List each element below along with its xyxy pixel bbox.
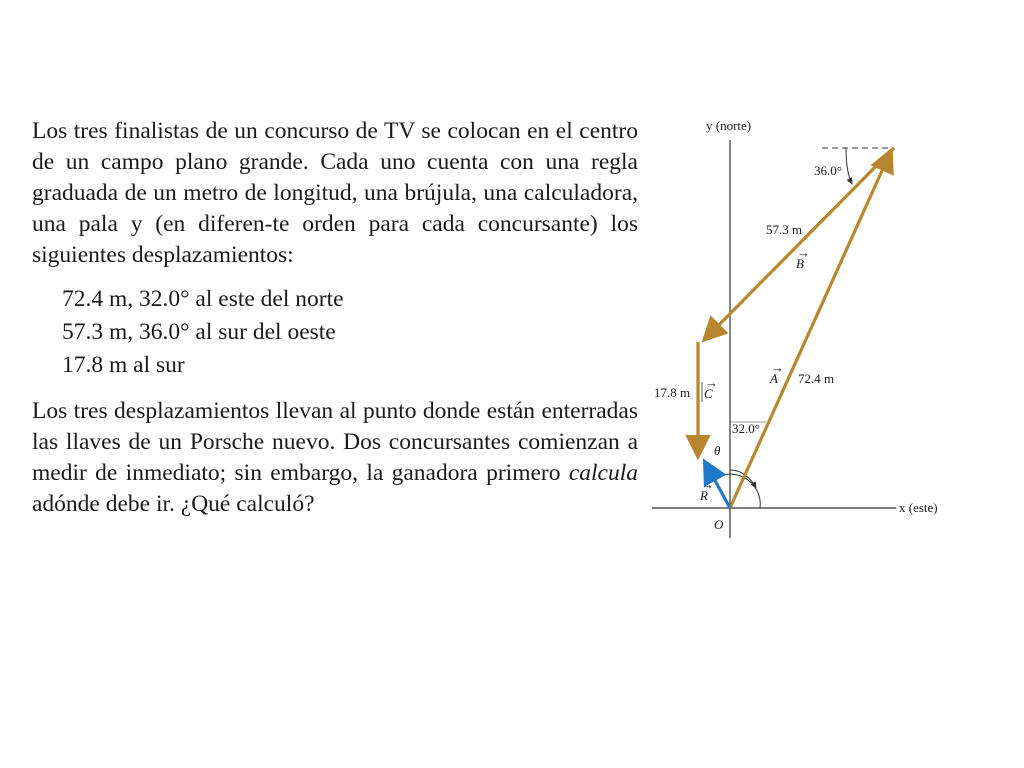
vector-A-label: A	[770, 371, 778, 386]
vector-A-arrow	[730, 153, 890, 508]
vector-C-arrowmark: →	[705, 375, 718, 390]
y-axis-label: y (norte)	[706, 118, 752, 133]
displacement-list	[62, 283, 638, 382]
vector-diagram	[650, 110, 950, 550]
angle-arc-theta	[710, 474, 760, 508]
angle-B-label: 36.0°	[814, 163, 842, 178]
question-emphasis: calcula	[568, 460, 638, 486]
magnitude-C-label: 17.8 m	[654, 385, 691, 400]
vector-B-label: B	[796, 256, 804, 271]
angle-A-label: 32.0°	[732, 421, 760, 436]
magnitude-B-label: 57.3 m	[766, 222, 803, 237]
origin-label: O	[714, 517, 724, 532]
vector-B-arrow	[706, 148, 894, 338]
problem-paragraph-intro: Los tres finalistas de un concurso de TV se colocan en el centro de un campo plano grande. Cada uno cuenta con una regla graduada de un metro de longitud, una brújula, una calculadora, una pala y (en diferen-te orden para cada concursante) los siguientes desplazamientos:	[32, 118, 638, 268]
question-text-end: adónde debe ir. ¿Qué calculó?	[32, 491, 315, 517]
vector-C-label: C	[704, 386, 713, 401]
displacement-item-b: 57.3 m, 36.0° al sur del oeste	[62, 319, 336, 345]
vector-B-arrowmark: →	[797, 245, 810, 260]
magnitude-A-label: 72.4 m	[798, 371, 835, 386]
vector-R-label: R	[700, 488, 708, 503]
displacement-item-a: 72.4 m, 32.0° al este del norte	[62, 286, 344, 312]
angle-arc-B	[846, 148, 852, 184]
x-axis-label: x (este)	[899, 500, 938, 515]
question-text-start: Los tres desplazamientos llevan al punto donde están enterradas las llaves de un Porsche nuevo. Dos concursantes comienzan a medir de inmediato; sin embargo, la ganadora primero	[32, 398, 638, 486]
problem-statement	[32, 116, 638, 520]
theta-label: θ	[714, 443, 721, 458]
vector-A-arrowmark: →	[771, 360, 784, 375]
displacement-item-c: 17.8 m al sur	[62, 352, 185, 378]
vector-R-arrowmark: →	[701, 477, 714, 492]
problem-paragraph-question	[32, 396, 638, 520]
